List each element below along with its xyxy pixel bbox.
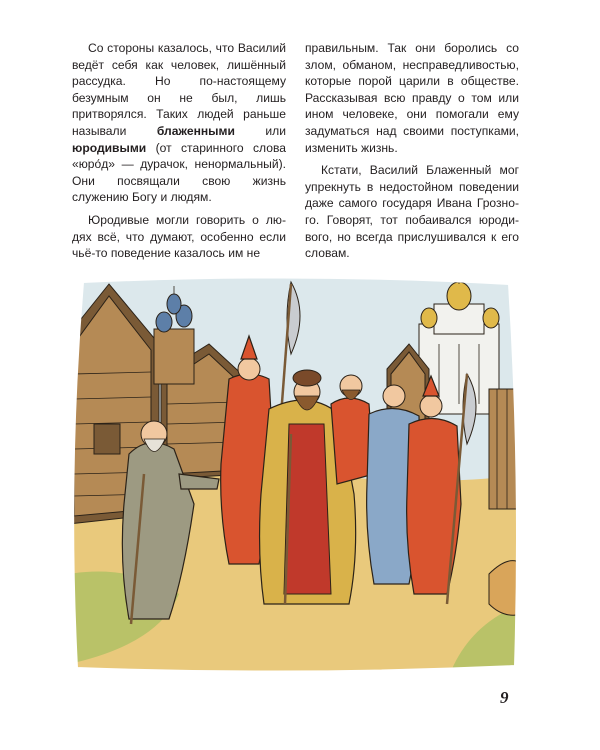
- term-blazhennye: блаженными: [156, 123, 235, 138]
- page-number: 9: [500, 688, 509, 707]
- paragraph: Со стороны казалось, что Василий ведёт себя как человек, лишённый рассудка. Но по-настоящему безумным он не был, лишь притворялся. Таких людей раньше называли блаженными или юродивыми (от старинного слова «юро́д» — дурачок, ненормальный). Они посвящали свою жизнь служению Богу и людям.: [72, 41, 286, 205]
- paragraph: Юродивые могли говорить о людях всё, что думают, особенно если чьё-то поведение казалось им не: [72, 212, 286, 261]
- text-column-left: [72, 40, 286, 268]
- illustration-svg: [69, 274, 522, 676]
- term-yurodivye: юродивыми: [72, 140, 147, 155]
- text-column-right: [305, 40, 519, 268]
- paragraph: правильным. Так они боролись со злом, обманом, несправедливостью, которые порой царили в обществе. Рассказывая всю правду о том или ином человеке, они помогали ему задуматься над своими поступками, изменить жизнь.: [305, 41, 519, 155]
- illustration-holy-fool-and-tsar: [69, 274, 522, 676]
- paragraph: Кстати, Василий Блаженный мог упрекнуть в недостойном поведении даже самого государя Ивана Грозного. Говорят, тот побаивался юродивого, но всегда прислушивался к его словам.: [305, 163, 519, 261]
